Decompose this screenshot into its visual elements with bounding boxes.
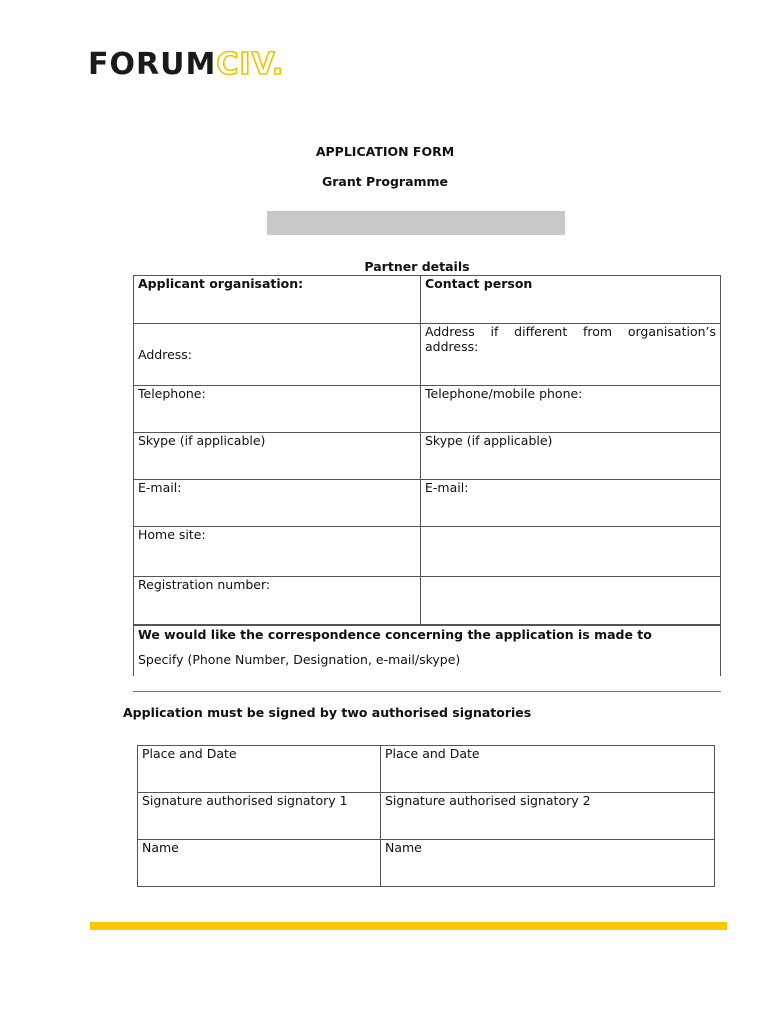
divider — [133, 691, 721, 692]
table-row — [134, 433, 721, 480]
place-date-cell-2[interactable]: Place and Date — [381, 746, 715, 793]
table-row — [134, 324, 721, 386]
empty-cell[interactable] — [421, 577, 721, 626]
partner-details-heading: Partner details — [364, 259, 470, 274]
telephone-cell[interactable]: Telephone: — [134, 386, 421, 433]
signatories-table — [137, 745, 715, 887]
logo-text-main: FORUM — [88, 47, 217, 82]
table-row — [138, 746, 715, 793]
partner-details-table — [133, 275, 721, 626]
empty-cell[interactable] — [421, 527, 721, 577]
applicant-organisation-cell[interactable]: Applicant organisation: — [134, 276, 421, 324]
table-row — [138, 840, 715, 887]
footer-accent-bar — [90, 922, 727, 930]
form-title: APPLICATION FORM — [315, 144, 455, 159]
forumciv-logo — [88, 48, 284, 82]
contact-telephone-cell[interactable]: Telephone/mobile phone: — [421, 386, 721, 433]
address-cell[interactable]: Address: — [134, 324, 421, 386]
table-row — [134, 480, 721, 527]
correspondence-instruction: Specify (Phone Number, Designation, e-mail/skype) — [138, 652, 461, 667]
correspondence-box[interactable] — [133, 624, 721, 676]
contact-skype-cell[interactable]: Skype (if applicable) — [421, 433, 721, 480]
name-cell-2[interactable]: Name — [381, 840, 715, 887]
table-row — [134, 276, 721, 324]
contact-email-cell[interactable]: E-mail: — [421, 480, 721, 527]
email-cell[interactable]: E-mail: — [134, 480, 421, 527]
redacted-field — [267, 211, 565, 235]
signatories-heading: Application must be signed by two authorised signatories — [123, 705, 532, 720]
place-date-cell-1[interactable]: Place and Date — [138, 746, 381, 793]
signature-cell-2[interactable]: Signature authorised signatory 2 — [381, 793, 715, 840]
name-cell-1[interactable]: Name — [138, 840, 381, 887]
contact-address-cell[interactable]: Address if different from organisation’s address: — [421, 324, 721, 386]
table-row — [138, 793, 715, 840]
signature-cell-1[interactable]: Signature authorised signatory 1 — [138, 793, 381, 840]
registration-number-cell[interactable]: Registration number: — [134, 577, 421, 626]
home-site-cell[interactable]: Home site: — [134, 527, 421, 577]
form-subtitle: Grant Programme — [321, 174, 449, 189]
table-row — [134, 386, 721, 433]
skype-cell[interactable]: Skype (if applicable) — [134, 433, 421, 480]
logo-text-accent: CIV. — [216, 47, 285, 82]
table-row — [134, 577, 721, 626]
contact-person-cell[interactable]: Contact person — [421, 276, 721, 324]
table-row — [134, 527, 721, 577]
correspondence-title: We would like the correspondence concerning the application is made to — [138, 627, 652, 642]
